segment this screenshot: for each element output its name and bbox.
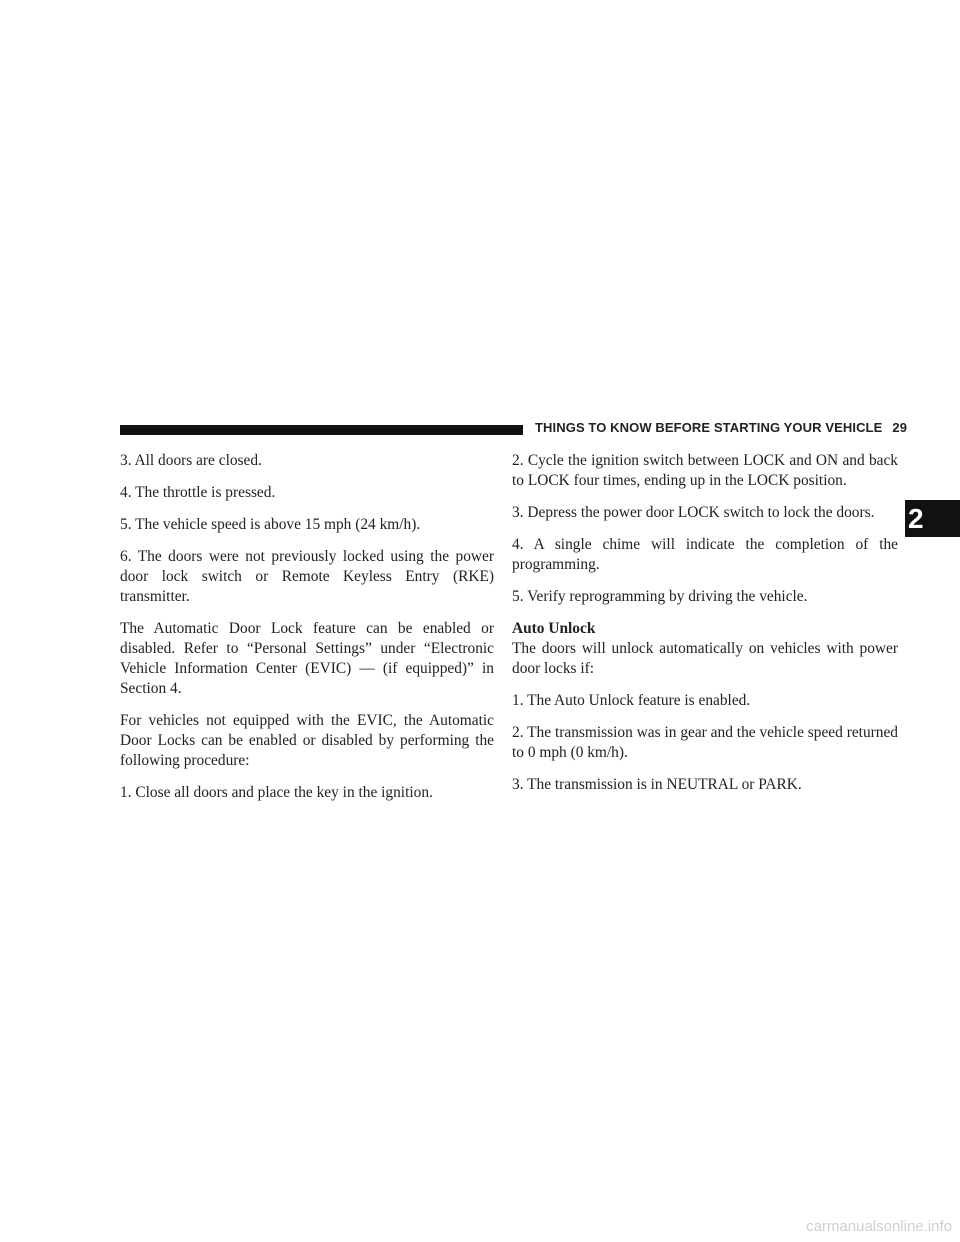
paragraph: 5. The vehicle speed is above 15 mph (24 km/h). [120,516,421,533]
paragraph: 2. Cycle the ignition switch between LOCK and ON and back to LOCK four times, ending up in the LOCK position. [512,452,898,489]
paragraph: 2. The transmission was in gear and the vehicle speed returned to 0 mph (0 km/h). [512,724,898,761]
paragraph: 1. Close all doors and place the key in the ignition. [120,784,433,801]
running-header [535,420,907,435]
paragraph: 6. The doors were not previously locked using the power door lock switch or Remote Keyless Entry (RKE) transmitter. [120,548,494,605]
paragraph: 1. The Auto Unlock feature is enabled. [512,692,751,709]
header-title: THINGS TO KNOW BEFORE STARTING YOUR VEHICLE [535,420,883,435]
subheading-auto-unlock: Auto Unlock [512,620,596,637]
paragraph: 3. Depress the power door LOCK switch to lock the doors. [512,504,875,521]
paragraph: 5. Verify reprogramming by driving the vehicle. [512,588,808,605]
paragraph: The Automatic Door Lock feature can be enabled or disabled. Refer to “Personal Settings” under “Electronic Vehicle Information Center (EVIC) — (if equipped)” in Section 4. [120,620,494,697]
footer-watermark: carmanualsonline.info [806,1218,952,1235]
paragraph: 3. The transmission is in NEUTRAL or PARK. [512,776,802,793]
page-number: 29 [892,420,908,435]
paragraph: For vehicles not equipped with the EVIC, the Automatic Door Locks can be enabled or disabled by performing the following procedure: [120,712,494,769]
paragraph: 4. A single chime will indicate the completion of the programming. [512,536,898,573]
paragraph: 3. All doors are closed. [120,452,262,469]
paragraph: 4. The throttle is pressed. [120,484,276,501]
left-column [120,451,494,815]
header-rule [120,425,523,435]
right-column [512,451,898,807]
section-tab: 2 [905,500,960,537]
paragraph: The doors will unlock automatically on vehicles with power door locks if: [512,640,898,677]
